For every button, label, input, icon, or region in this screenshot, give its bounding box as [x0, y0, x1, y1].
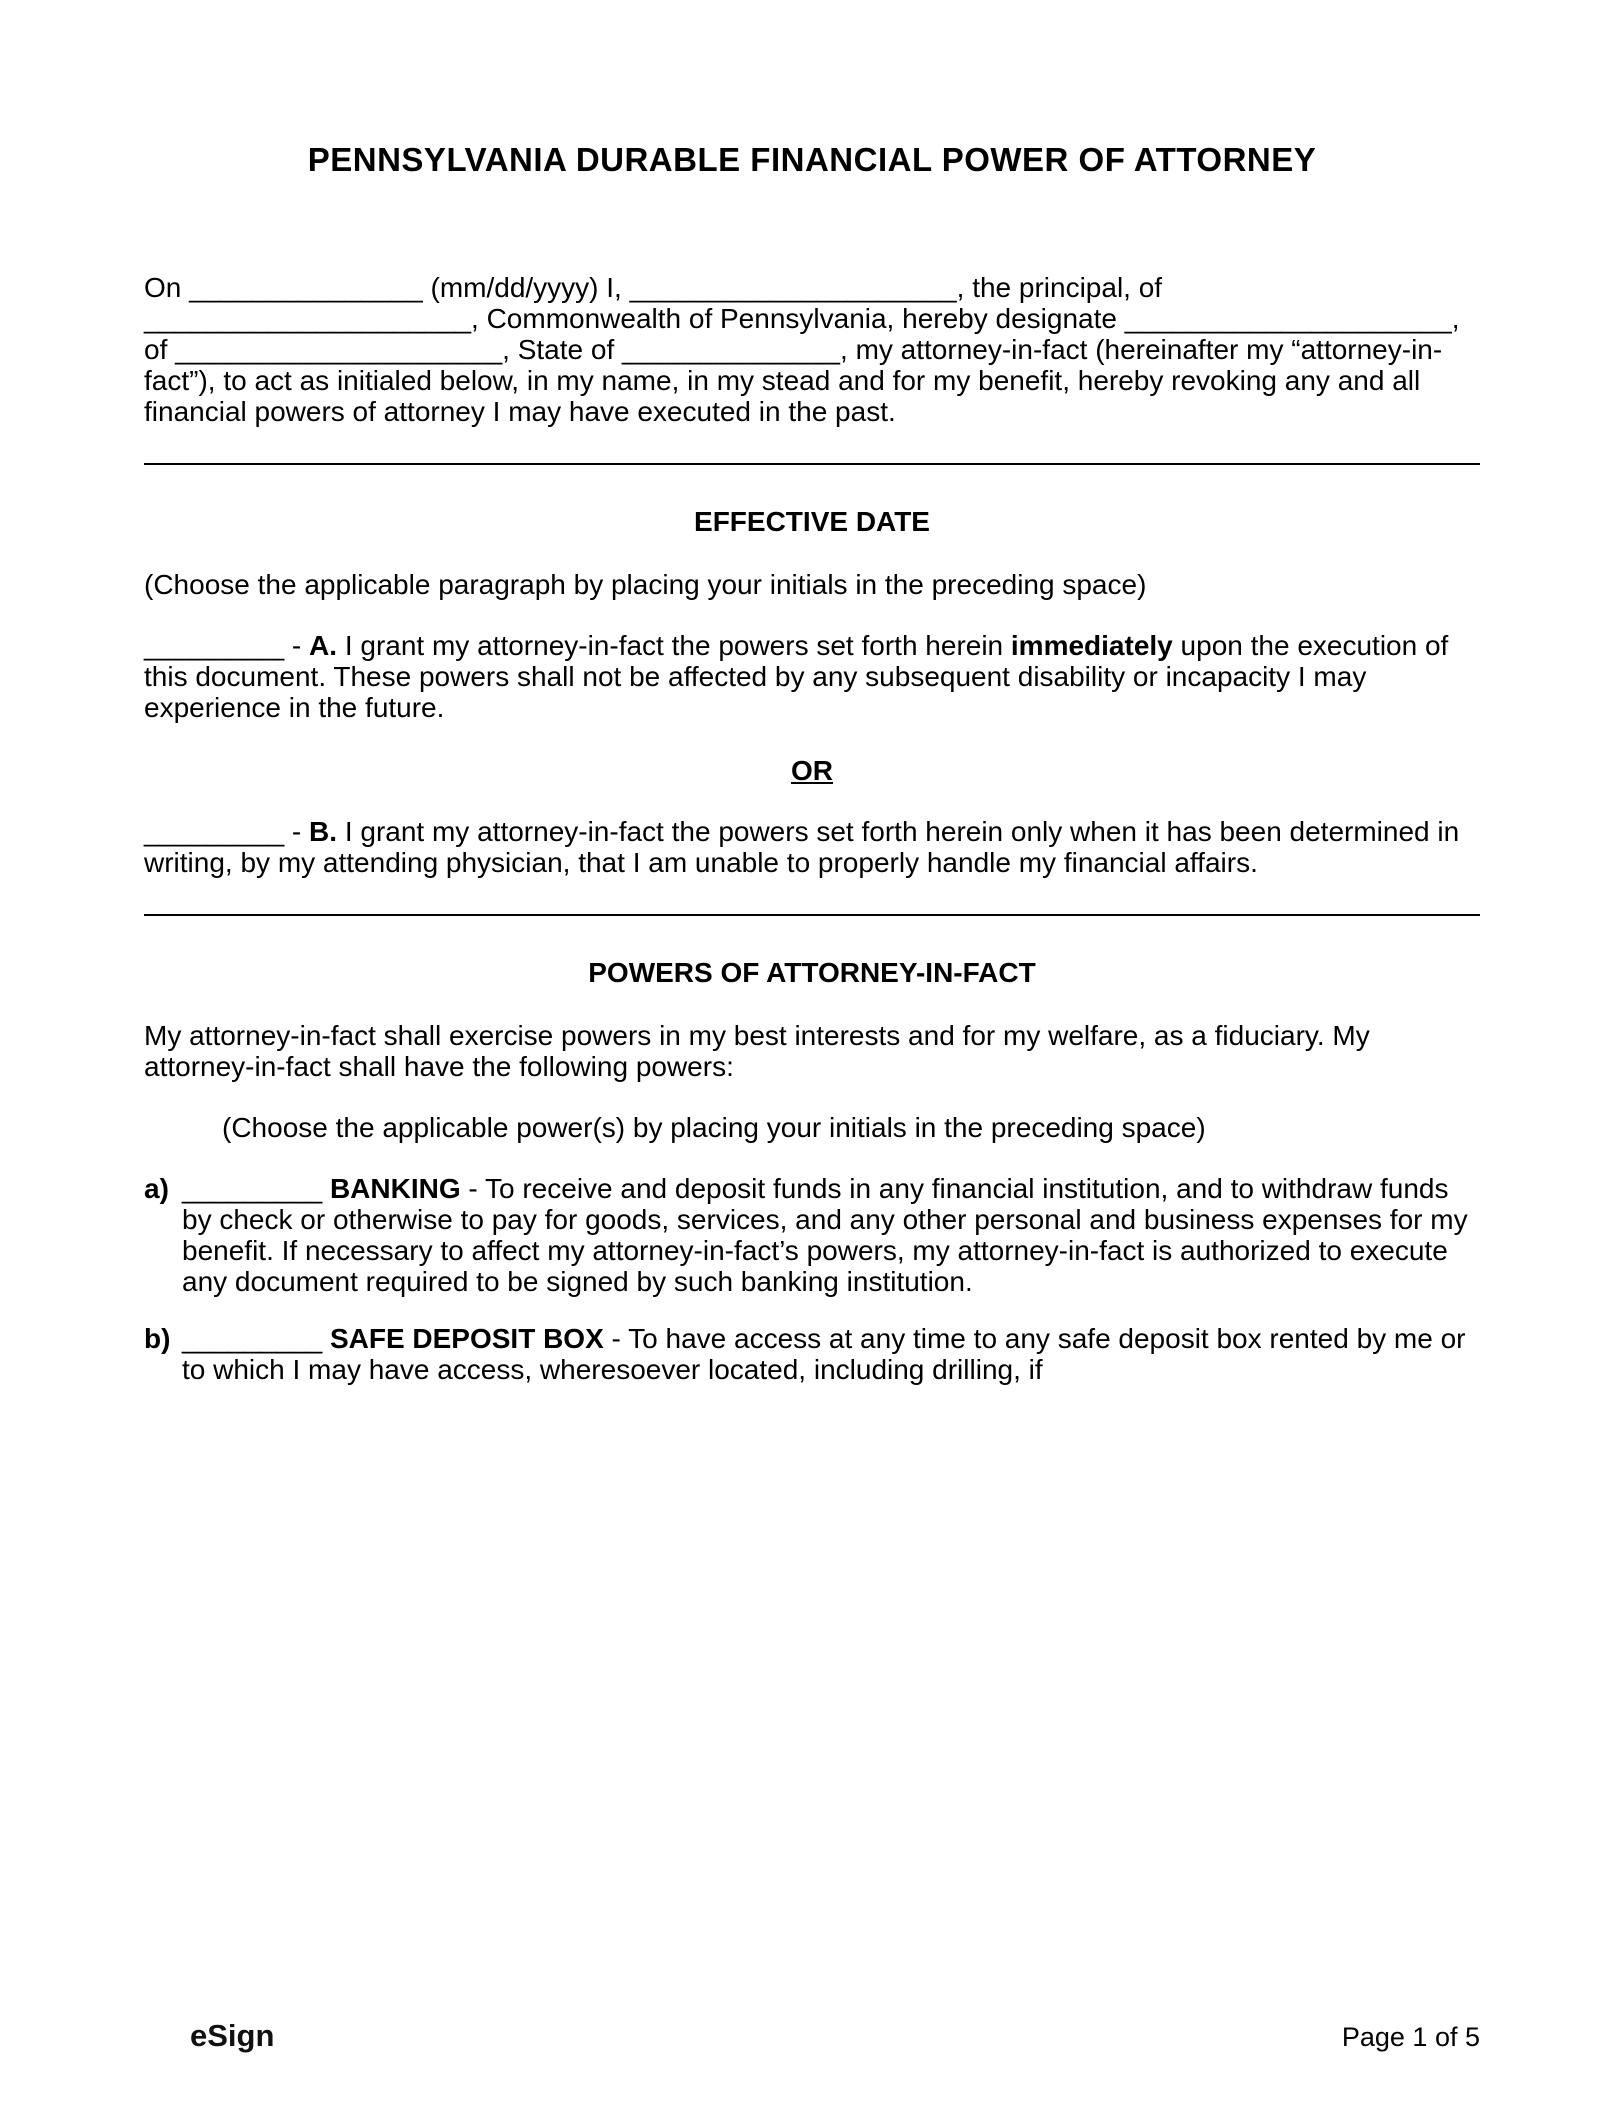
option-b-paragraph	[144, 816, 1480, 878]
power-item-letter-a: a)	[144, 1173, 169, 1204]
banking-separator: -	[460, 1173, 485, 1204]
power-item-body-a	[182, 1173, 1480, 1297]
banking-initials-blank: _________	[182, 1173, 330, 1204]
banking-power-text: To receive and deposit funds in any financial institution, and to withdraw funds by check or otherwise to pay for goods, services, and any other personal and business expenses for my benefit. If necessary to affect my attorney-in-fact’s powers, my attorney-in-fact is authorized to execute any document required to be signed by such banking institution.	[182, 1173, 1468, 1297]
safe-deposit-separator: -	[603, 1323, 629, 1354]
power-item-safe-deposit-box	[144, 1323, 1480, 1385]
option-a-initials-blank: _________	[144, 630, 285, 661]
esign-logo: eSign	[190, 2018, 275, 2053]
or-label: OR	[791, 755, 833, 786]
option-a-text: I grant my attorney-in-fact the powers set forth herein	[337, 630, 1011, 661]
document-title: PENNSYLVANIA DURABLE FINANCIAL POWER OF ATTORNEY	[307, 141, 1317, 178]
option-a-bold-word: immediately	[1010, 630, 1173, 661]
powers-instruction: (Choose the applicable power(s) by placing your initials in the preceding space)	[222, 1112, 1206, 1143]
page-footer	[144, 2020, 1480, 2053]
effective-date-heading: EFFECTIVE DATE	[694, 506, 930, 537]
powers-heading: POWERS OF ATTORNEY-IN-FACT	[588, 957, 1036, 988]
option-a-paragraph	[144, 630, 1480, 723]
power-item-body-b	[182, 1323, 1480, 1385]
power-item-banking	[144, 1173, 1480, 1297]
safe-deposit-power-name: SAFE DEPOSIT BOX	[329, 1323, 604, 1354]
safe-deposit-initials-blank: _________	[182, 1323, 330, 1354]
section-divider-2	[144, 914, 1480, 916]
option-b-separator: -	[284, 816, 310, 847]
banking-power-name: BANKING	[329, 1173, 461, 1204]
section-divider-1	[144, 463, 1480, 465]
powers-intro: My attorney-in-fact shall exercise powers in my best interests and for my welfare, as a fiduciary. My attorney-in-fact shall have the following powers:	[144, 1020, 1370, 1082]
safe-deposit-power-text: To have access at any time to any safe deposit box rented by me or to which I may have access, wheresoever located, including drilling, if	[182, 1323, 1466, 1385]
or-divider	[144, 755, 1480, 786]
option-b-label: B.	[309, 816, 338, 847]
opening-paragraph: On _______________ (mm/dd/yyyy) I, _____________________, the principal, of _____________________, Commonwealth of Pennsylvania, hereby designate _____________________, of _____________________, State of ______________, my attorney-in-fact (hereinafter my “attorney-in-fact”), to act as initialed below, in my name, in my stead and for my benefit, hereby revoking any and all financial powers of attorney I may have executed in the past.	[144, 272, 1460, 427]
option-a-text-continued: upon the execution of this document. These powers shall not be affected by any subsequent disability or incapacity I may experience in the future.	[144, 630, 1449, 723]
option-b-text: I grant my attorney-in-fact the powers set forth herein only when it has been determined in writing, by my attending physician, that I am unable to properly handle my financial affairs.	[144, 816, 1460, 878]
page-number: Page 1 of 5	[1341, 2022, 1480, 2052]
power-item-letter-b: b)	[144, 1323, 171, 1354]
option-b-initials-blank: _________	[144, 816, 285, 847]
option-a-separator: -	[284, 630, 310, 661]
effective-date-instruction: (Choose the applicable paragraph by placing your initials in the preceding space)	[144, 569, 1147, 600]
option-a-label: A.	[309, 630, 338, 661]
